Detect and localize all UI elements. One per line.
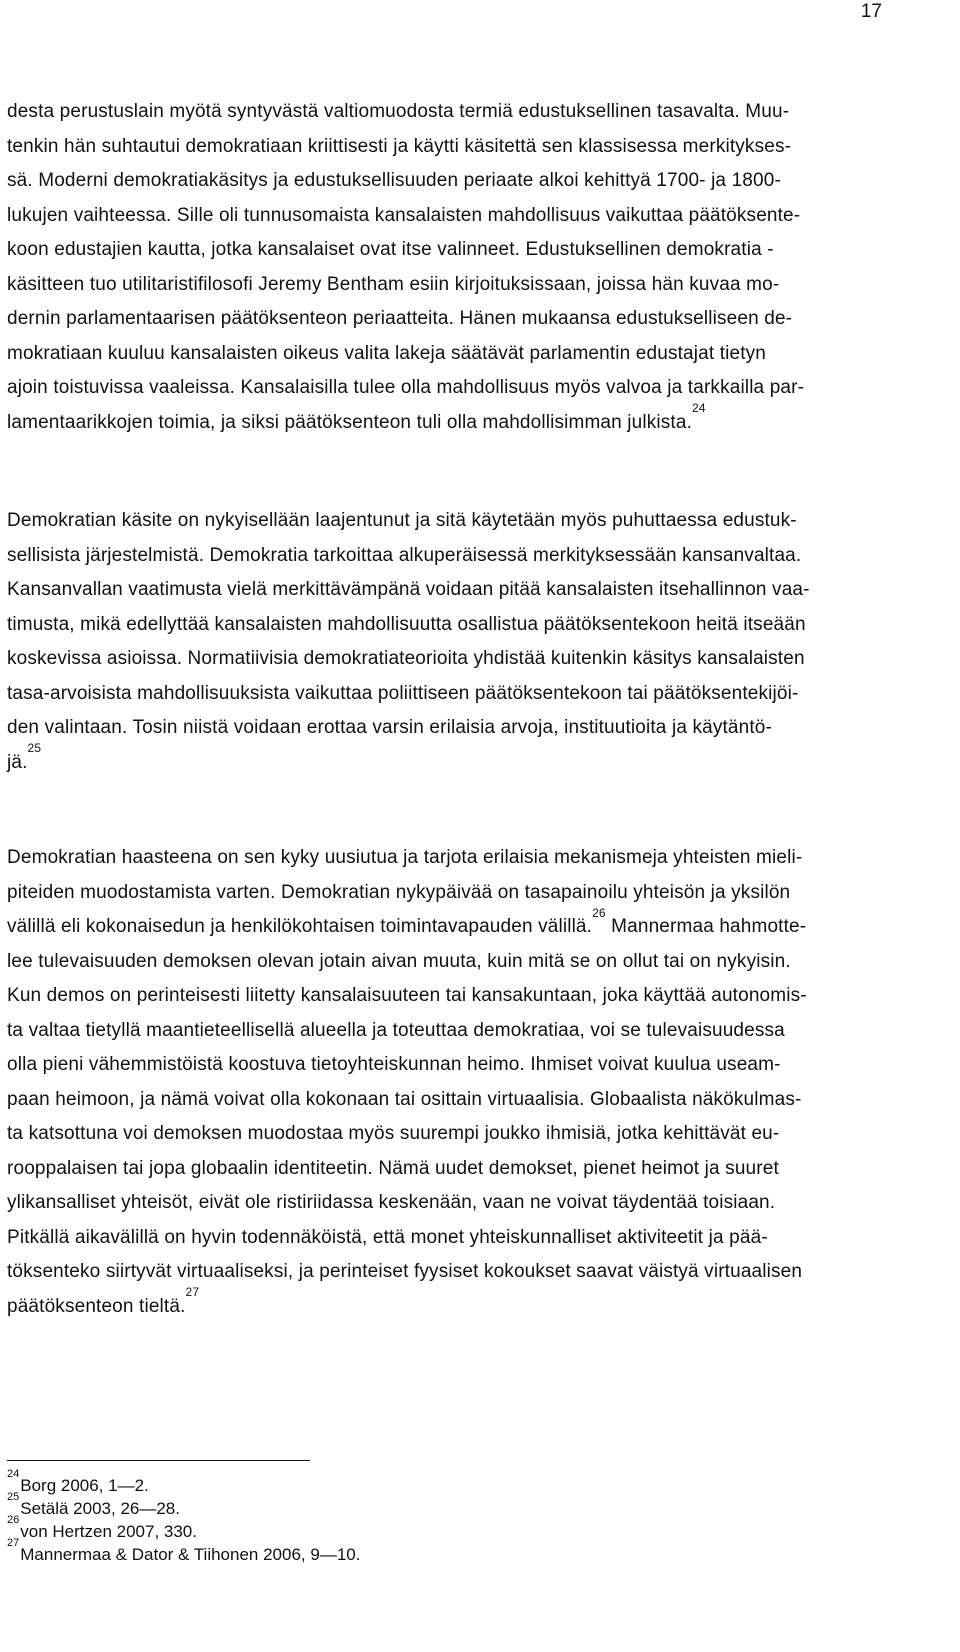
footnote-divider: [7, 1460, 310, 1461]
text-line: timusta, mikä edellyttää kansalaisten mahdollisuutta osallistua päätöksentekoon heitä itseään: [7, 613, 806, 635]
footnotes-list: [7, 1468, 361, 1566]
footnote-ref-24[interactable]: 24: [692, 401, 706, 416]
text-line: Demokratian käsite on nykyisellään laajentunut ja sitä käytetään myös puhuttaessa edustuk-: [7, 510, 797, 531]
text-line: dernin parlamentaarisen päätöksenteon periaatteita. Hänen mukaansa edustukselliseen de-: [7, 308, 793, 329]
text-fragment: lamentaarikkojen toimia, ja siksi päätöksenteon tuli olla mahdollisimman julkista.: [7, 411, 692, 433]
text-line: käsitteen tuo utilitaristifilosofi Jeremy Bentham esiin kirjoituksissaan, joissa hän kuvaa mo-: [7, 273, 780, 295]
text-line: tasa-arvoisista mahdollisuuksista vaikuttaa poliittiseen päätöksentekoon tai päätöksentekijöi-: [7, 682, 799, 704]
text-line: sellisista järjestelmistä. Demokratia tarkoittaa alkuperäisessä merkityksessään kansanvaltaa.: [7, 544, 802, 566]
text-line: olla pieni vähemmistöistä koostuva tietoyhteiskunnan heimo. Ihmiset voivat kuulua useam-: [7, 1054, 781, 1075]
footnote-25: [7, 1491, 360, 1520]
text-line: sä. Moderni demokratiakäsitys ja edustuksellisuuden periaate alkoi kehittyä 1700- ja 1800-: [7, 170, 781, 191]
footnote-text: Borg 2006, 1—2.: [20, 1476, 149, 1495]
text-line-last: [7, 741, 912, 781]
footnote-text: von Hertzen 2007, 330.: [20, 1522, 197, 1541]
text-line-last: [7, 1285, 912, 1325]
text-line: ajoin toistuvissa vaaleissa. Kansalaisilla tulee olla mahdollisuus myös valvoa ja tarkkailla par-: [7, 377, 805, 398]
text-line: tenkin hän suhtautui demokratiaan kriittisesti ja käytti käsitettä sen klassisessa merkitykses-: [7, 135, 792, 157]
text-fragment: jä.: [7, 751, 28, 773]
footnote-ref-27[interactable]: 27: [185, 1285, 200, 1300]
footnote-number: 26: [7, 1514, 20, 1527]
text-line: lee tulevaisuuden demoksen olevan jotain aivan muuta, kuin mitä se on ollut tai on nykyisin.: [7, 950, 791, 972]
text-line: [7, 905, 912, 945]
text-line: Kun demos on perinteisesti liitetty kansalaisuuteen tai kansakuntaan, joka käyttää autonomis-: [7, 985, 807, 1006]
text-line: Pitkällä aikavälillä on hyvin todennäköistä, että monet yhteiskunnalliset aktiviteetit ja pää-: [7, 1226, 768, 1248]
text-line: koon edustajien kautta, jotka kansalaiset ovat itse valinneet. Edustuksellinen demokratia -: [7, 239, 774, 260]
text-line: den valintaan. Tosin niistä voidaan erottaa varsin erilaisia arvoja, instituutioita ja käytäntö-: [7, 717, 772, 738]
text-line: töksenteko siirtyvät virtuaaliseksi, ja perinteiset fyysiset kokoukset saavat väistyä virtuaalisen: [7, 1261, 803, 1282]
footnote-number: 27: [7, 1537, 20, 1550]
text-line: ylikansalliset yhteisöt, eivät ole ristiriidassa keskenään, vaan ne voivat täydentää toisiaan.: [7, 1192, 776, 1213]
text-line: piteiden muodostamista varten. Demokratian nykypäivää on tasapainoilu yhteisön ja yksilön: [7, 881, 791, 903]
text-line: desta perustuslain myötä syntyvästä valtiomuodosta termiä edustuksellinen tasavalta. Muu-: [7, 101, 790, 122]
text-line-last: [7, 401, 912, 441]
page-number: 17: [860, 1, 882, 22]
text-line: lukujen vaihteessa. Sille oli tunnusomaista kansalaisten mahdollisuus vaikuttaa päätöksente-: [7, 204, 801, 226]
text-line: rooppalaisen tai jopa globaalin identiteetin. Nämä uudet demokset, pienet heimot ja suuret: [7, 1157, 779, 1179]
text-line: mokratiaan kuuluu kansalaisten oikeus valita lakeja säätävät parlamentin edustajat tietyn: [7, 342, 767, 364]
text-line: Kansanvallan vaatimusta vielä merkittävämpänä voidaan pitää kansalaisten itsehallinnon vaa-: [7, 579, 810, 600]
footnote-text: Mannermaa & Dator & Tiihonen 2006, 9—10.: [20, 1545, 361, 1564]
footnote-ref-26[interactable]: 26: [592, 905, 606, 920]
paragraph-3: [7, 841, 912, 1324]
footnote-27: [7, 1537, 361, 1566]
paragraph-2: [7, 504, 912, 780]
footnote-26: [7, 1514, 360, 1543]
footnote-24: [7, 1468, 360, 1497]
text-line: Demokratian haasteena on sen kyky uusiutua ja tarjota erilaisia mekanismeja yhteisten mieli-: [7, 847, 803, 868]
text-fragment: välillä eli kokonaisedun ja henkilökohtaisen toimintavapauden välillä.: [7, 916, 593, 937]
text-line: ta katsottuna voi demoksen muodostaa myös suurempi joukko ihmisiä, jotka kehittävät eu-: [7, 1123, 780, 1144]
footnote-number: 25: [7, 1491, 20, 1504]
text-line: paan heimoon, ja nämä voivat olla kokonaan tai osittain virtuaalisia. Globaalista näkökulmas-: [7, 1088, 802, 1110]
text-fragment: Mannermaa hahmotte-: [605, 916, 807, 937]
text-line: ta valtaa tietyllä maantieteellisellä alueella ja toteuttaa demokratiaa, voi se tulevaisuudessa: [7, 1019, 785, 1041]
footnote-ref-25[interactable]: 25: [27, 741, 42, 756]
footnote-text: Setälä 2003, 26—28.: [20, 1499, 180, 1518]
paragraph-1: [7, 95, 912, 440]
footnote-number: 24: [7, 1468, 20, 1481]
text-fragment: päätöksenteon tieltä.: [7, 1295, 186, 1317]
text-line: koskevissa asioissa. Normatiivisia demokratiateorioita yhdistää kuitenkin käsitys kansalaisten: [7, 648, 805, 669]
